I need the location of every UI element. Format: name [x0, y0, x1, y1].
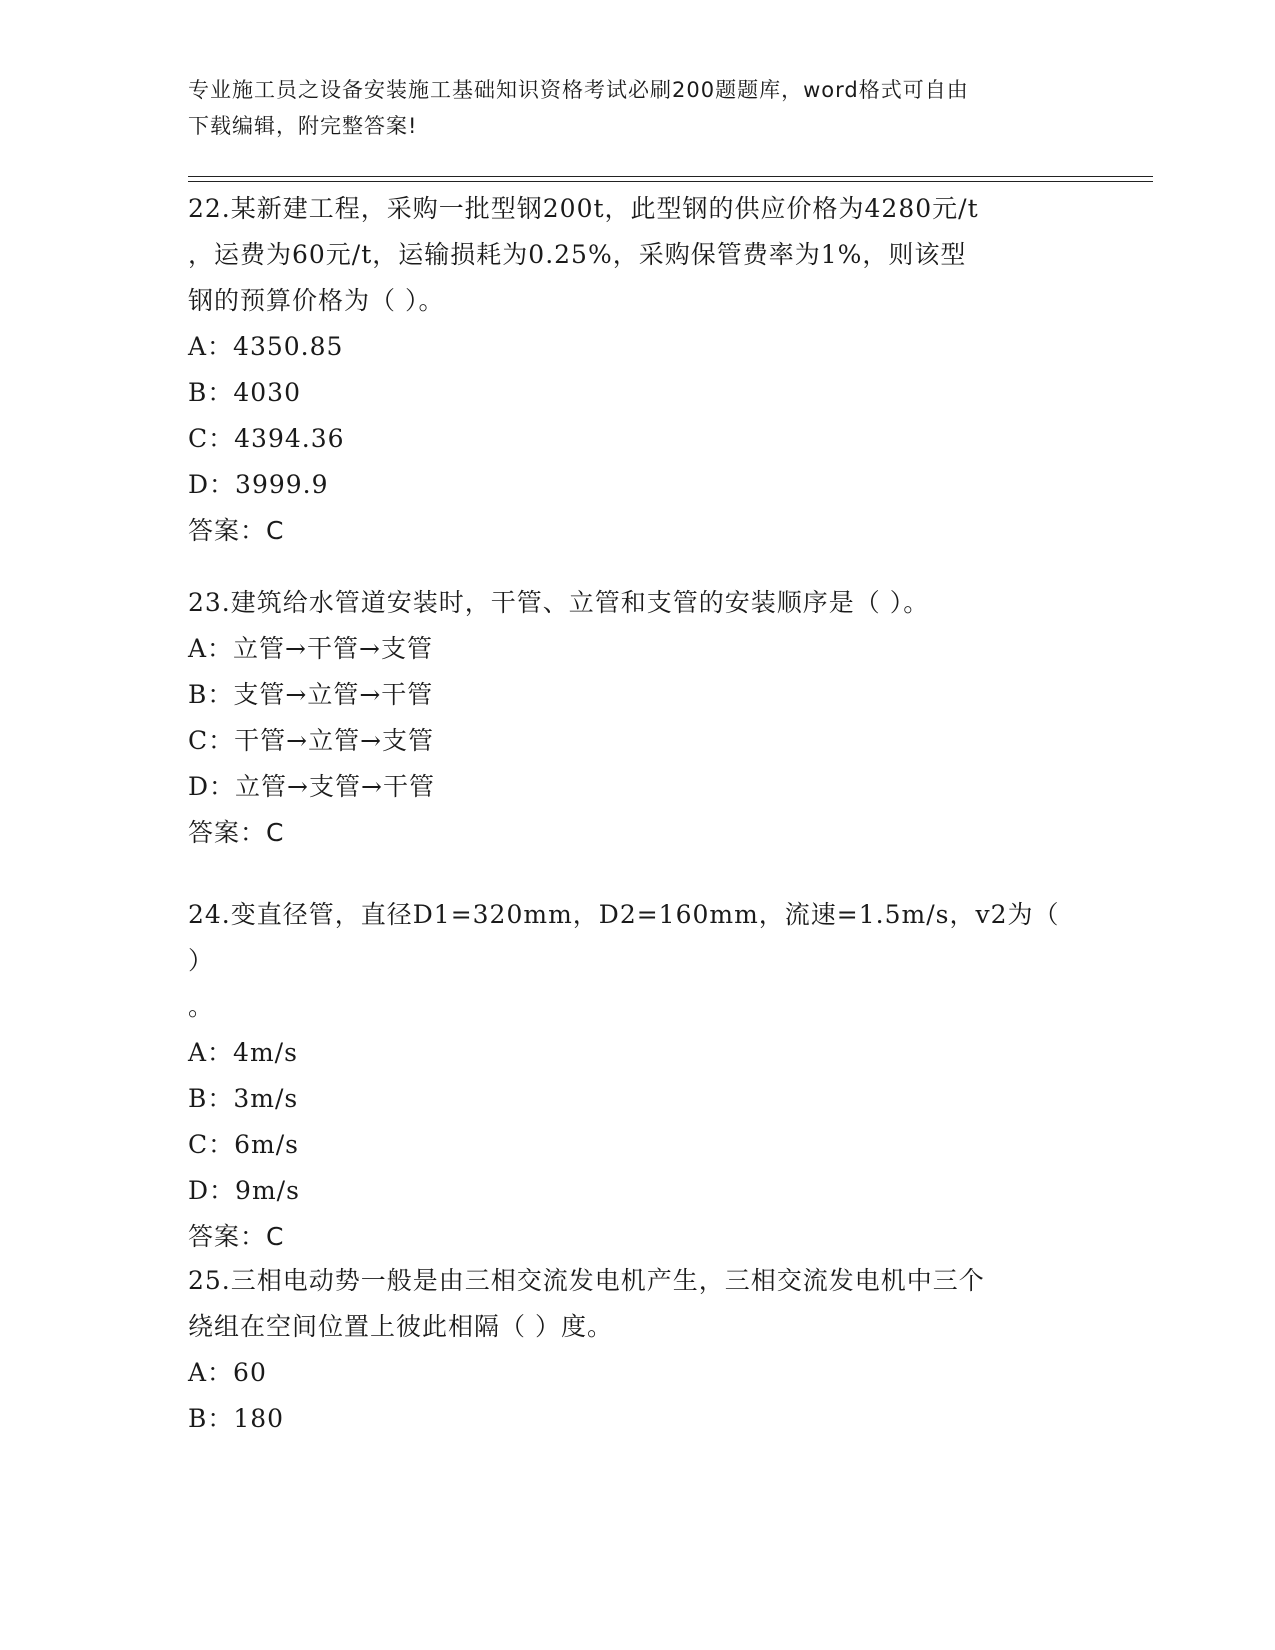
option-d: D：3999.9 — [188, 470, 329, 499]
option-c: C：干管→立管→支管 — [188, 726, 435, 755]
stem-line: 。 — [188, 992, 215, 1021]
option-c: C：6m/s — [188, 1130, 299, 1159]
option-a: A：4350.85 — [188, 332, 344, 361]
question-stem — [188, 186, 1068, 324]
answer-value: C — [266, 1222, 285, 1251]
stem-line: ，运费为60元/t，运输损耗为0.25%，采购保管费率为1%，则该型 — [188, 240, 967, 269]
option-b: B：3m/s — [188, 1084, 299, 1113]
question-stem — [188, 580, 1068, 626]
answer — [188, 810, 1068, 856]
stem-line: 24.变直径管，直径D1=320mm，D2=160mm，流速=1.5m/s，v2为（ ） — [188, 900, 1060, 975]
option-b: B：4030 — [188, 378, 301, 407]
option-d: D：立管→支管→干管 — [188, 772, 435, 801]
answer-label: 答案： — [188, 516, 267, 545]
answer-label: 答案： — [188, 818, 267, 847]
answer — [188, 508, 1068, 554]
header-divider-bottom — [188, 181, 1153, 182]
stem-line: 绕组在空间位置上彼此相隔（ ）度。 — [188, 1312, 613, 1341]
option-a: A：4m/s — [188, 1038, 298, 1067]
question-stem — [188, 892, 1068, 1030]
answer — [188, 1214, 1068, 1260]
question-stem — [188, 1258, 1068, 1350]
option-b: B：180 — [188, 1404, 285, 1433]
option-d: D：9m/s — [188, 1176, 300, 1205]
question-23 — [188, 580, 1068, 856]
answer-value: C — [266, 818, 285, 847]
question-22 — [188, 186, 1068, 554]
answer-value: C — [266, 516, 285, 545]
question-24 — [188, 892, 1068, 1260]
answer-label: 答案： — [188, 1222, 267, 1251]
option-c: C：4394.36 — [188, 424, 345, 453]
document-header — [188, 72, 1068, 144]
stem-line: 钢的预算价格为（ ）。 — [188, 286, 445, 315]
stem-line: 22.某新建工程，采购一批型钢200t，此型钢的供应价格为4280元/t — [188, 194, 979, 223]
option-b: B：支管→立管→干管 — [188, 680, 434, 709]
option-a: A：60 — [188, 1358, 267, 1387]
stem-line: 23.建筑给水管道安装时，干管、立管和支管的安装顺序是（ ）。 — [188, 588, 930, 617]
stem-line: 25.三相电动势一般是由三相交流发电机产生，三相交流发电机中三个 — [188, 1266, 985, 1295]
question-25 — [188, 1258, 1068, 1442]
header-line-1: 专业施工员之设备安装施工基础知识资格考试必刷200题题库，word格式可自由 — [188, 78, 969, 102]
option-a: A：立管→干管→支管 — [188, 634, 433, 663]
header-line-2: 下载编辑，附完整答案! — [188, 114, 418, 138]
header-divider-top — [188, 176, 1153, 177]
